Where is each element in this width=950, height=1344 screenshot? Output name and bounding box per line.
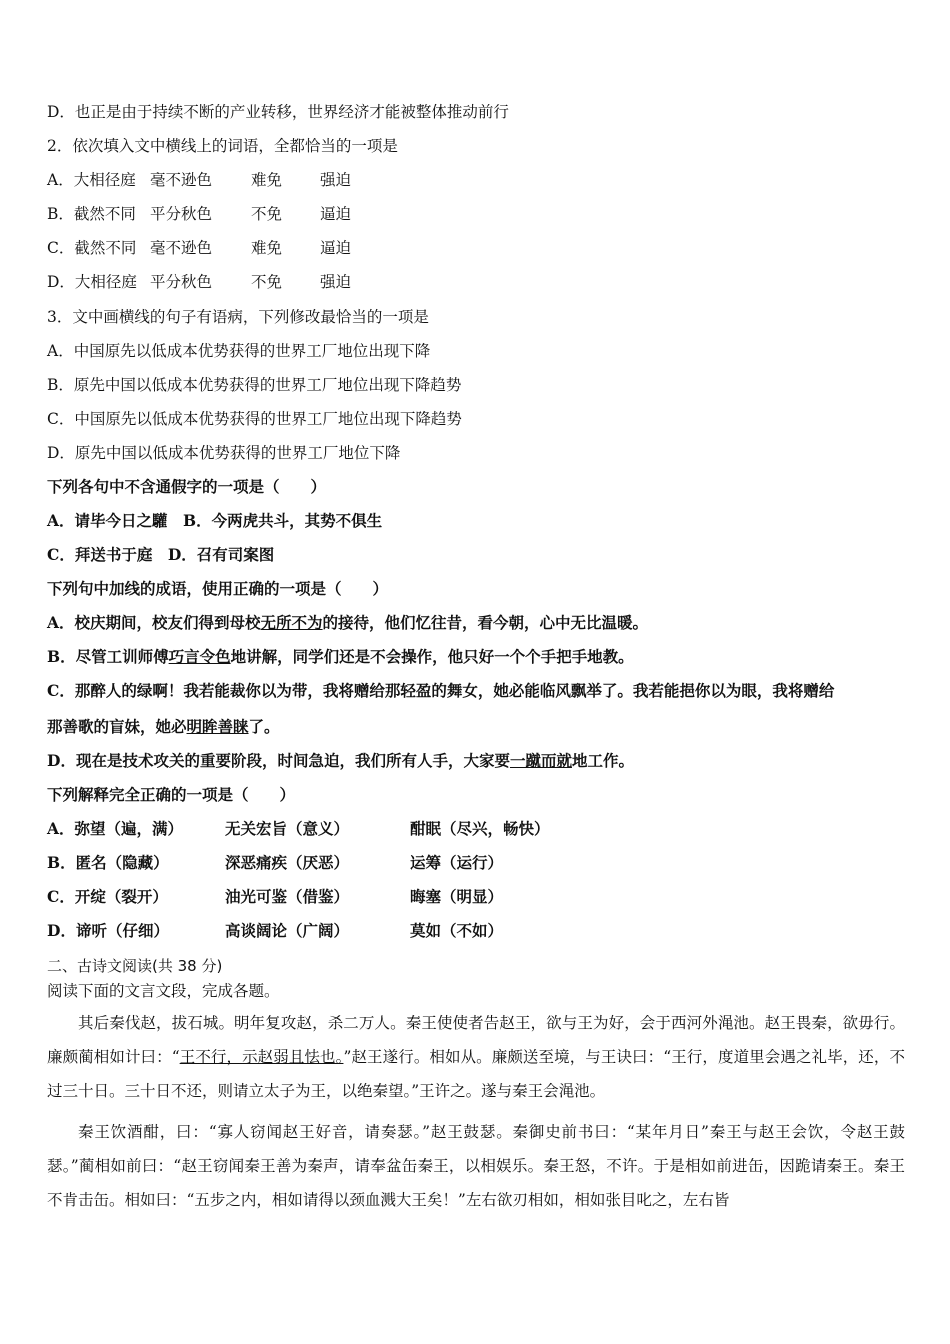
q5-option-b: B．尽管工训师傅巧言令色地讲解，同学们还是不会操作，他只好一个个手把手地教。 [47,647,634,666]
q6-option-c: C．开绽（裂开） 油光可鉴（借鉴） 晦塞（明显） [47,887,504,906]
q6-stem: 下列解释完全正确的一项是（ ） [47,785,296,804]
passage-paragraph-2: 秦王饮酒酣，曰：“寡人窃闻赵王好音，请奏瑟。”赵王鼓瑟。秦御史前书曰：“某年月日”秦王与赵王会饮，令赵王鼓瑟。”蔺相如前曰：“赵王窃闻秦王善为秦声，请奉盆缶秦王，以相娱乐。秦王怒，不许。于是相如前进缶，因跪请秦王。秦王不肯击缶。相如曰：“五步之内，相如请得以颈血溅大王矣！”左右欲刃相如，相如张目叱之，左右皆 [47,1123,905,1209]
q3-option-a: A．中国原先以低成本优势获得的世界工厂地位出现下降 [47,342,431,360]
underlined-idiom: 巧言令色 [168,647,231,666]
q3-option-b: B．原先中国以低成本优势获得的世界工厂地位出现下降趋势 [47,376,462,394]
underlined-idiom: 一蹴而就 [509,751,572,770]
passage-paragraph-1: 其后秦伐赵，拔石城。明年复攻赵，杀二万人。秦王使使者告赵王，欲与王为好，会于西河外渑池。赵王畏秦，欲毋行。廉颇蔺相如计曰：“王不行，示赵弱且怯也。”赵王遂行。相如从。廉颇送至境，与王诀曰：“王行，度道里会遇之礼毕，还，不过三十日。三十日不还，则请立太子为王，以绝秦望。”王许之。遂与秦王会渑池。 [47,1014,905,1100]
section-title: 二、古诗文阅读(共 38 分) [47,957,223,975]
q6-option-d: D．谛听（仔细） 高谈阔论（广阔） 莫如（不如） [47,921,504,940]
q5-stem: 下列句中加线的成语，使用正确的一项是（ ） [47,579,389,598]
underlined-idiom: 无所不为 [260,613,323,632]
q3-stem: 3．文中画横线的句子有语病，下列修改最恰当的一项是 [47,308,429,326]
underlined-sentence: 王不行，示赵弱且怯也。 [179,1048,344,1066]
q2-stem: 2．依次填入文中横线上的词语，全都恰当的一项是 [47,137,398,155]
q4-options-cd: C．拜送书于庭 D．召有司案图 [47,545,275,564]
q5-option-c-line2: 那善歌的盲妹，她必明眸善睐了。 [47,717,280,736]
q5-option-a: A．校庆期间，校友们得到母校无所不为的接待，他们忆往昔，看今朝，心中无比温暖。 [47,613,649,632]
q3-option-c: C．中国原先以低成本优势获得的世界工厂地位出现下降趋势 [47,410,462,428]
q6-option-a: A．弥望（遍，满） 无关宏旨（意义） 酣眠（尽兴，畅快） [47,819,550,838]
q5-option-d: D．现在是技术攻关的重要阶段，时间急迫，我们所有人手，大家要一蹴而就地工作。 [47,751,634,770]
q6-option-b: B．匿名（隐藏） 深恶痛疾（厌恶） 运筹（运行） [47,853,504,872]
q5-option-c-line1: C．那醉人的绿啊！我若能裁你以为带，我将赠给那轻盈的舞女，她必能临风飘举了。我若能挹你以为眼，我将赠给 [47,681,835,700]
q2-option-b: B．截然不同 平分秋色 不免 逼迫 [47,205,352,223]
q4-stem: 下列各句中不含通假字的一项是（ ） [47,477,327,496]
q1-option-d: D．也正是由于持续不断的产业转移，世界经济才能被整体推动前行 [47,103,509,121]
underlined-idiom: 明眸善睐 [186,717,249,736]
section-instruction: 阅读下面的文言文段，完成各题。 [47,982,280,1000]
q4-options-ab: A．请毕今日之驩 B．今两虎共斗，其势不俱生 [47,511,383,530]
q2-option-c: C．截然不同 毫不逊色 难免 逼迫 [47,239,352,257]
q2-option-d: D．大相径庭 平分秋色 不免 强迫 [47,273,352,291]
q3-option-d: D．原先中国以低成本优势获得的世界工厂地位下降 [47,444,401,462]
q2-option-a: A．大相径庭 毫不逊色 难免 强迫 [47,171,352,189]
